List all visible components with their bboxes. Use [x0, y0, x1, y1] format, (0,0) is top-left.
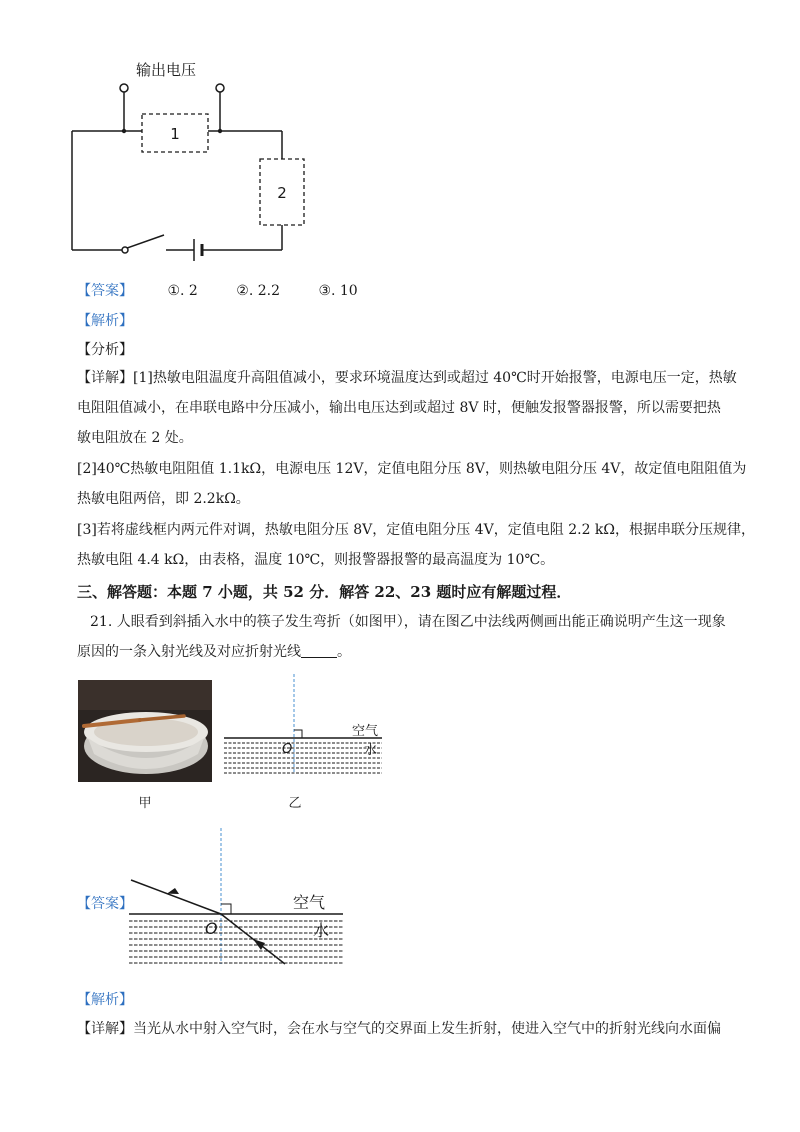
air-label: 空气: [352, 724, 379, 739]
jiexi-tag-2: 【解析】: [77, 992, 133, 1008]
answer-tag: 【答案】: [77, 283, 133, 299]
water-hatching-answer: [129, 921, 343, 963]
question-21-text: 原因的一条入射光线及对应折射光线: [77, 644, 301, 660]
origin-label-answer: O: [205, 919, 218, 938]
question-21-end: 。: [337, 644, 351, 660]
box-2-label: 2: [277, 184, 287, 202]
answer-blank: [301, 643, 337, 658]
refracted-ray: [131, 880, 221, 914]
refracted-ray-arrow: [167, 888, 179, 894]
answer-row-1: [77, 281, 392, 301]
circuit-diagram: [60, 55, 320, 265]
detail-line-6: [3]若将虚线框内两元件对调，热敏电阻分压 8V，定值电阻分压 4V，定值电阻 2.2 kΩ，根据串联分压规律，: [77, 522, 756, 538]
figure-yi-interface: [222, 672, 382, 782]
detail-tag-2: 【详解】: [77, 1021, 133, 1037]
answer-item-2: ②. 2.2: [236, 283, 280, 299]
question-21-line-1: 21. 人眼看到斜插入水中的筷子发生弯折（如图甲），请在图乙中法线两侧画出能正确说明产生这一现象: [90, 614, 726, 630]
switch: [127, 235, 164, 248]
detail-line-5: 热敏电阻两倍，即 2.2kΩ。: [77, 491, 250, 507]
caption-yi: 乙: [288, 796, 302, 811]
water-label: 水: [364, 743, 378, 758]
figure-answer-refraction: [125, 826, 345, 968]
photo-chopstick-in-bowl: [78, 680, 212, 782]
terminal-right: [216, 84, 224, 92]
origin-label: O: [282, 742, 293, 757]
detail-line-4: [2]40℃热敏电阻阻值 1.1kΩ，电源电压 12V，定值电阻分压 8V，则热敏电阻分压 4V，故定值电阻阻值为: [77, 461, 747, 477]
answer-item-1: ①. 2: [167, 283, 198, 299]
detail-line-1: [77, 368, 737, 388]
detail-line-7: 热敏电阻 4.4 kΩ，由表格，温度 10℃，则报警器报警的最高温度为 10℃。: [77, 552, 555, 568]
fenxi-tag: 【分析】: [77, 342, 133, 358]
air-label-answer: 空气: [293, 893, 326, 912]
terminal-left: [120, 84, 128, 92]
water-label-answer: 水: [313, 921, 330, 940]
output-voltage-label: 输出电压: [136, 61, 197, 79]
detail-line-final: [77, 1019, 721, 1039]
detail-text-1: [1]热敏电阻温度升高阻值减小，要求环境温度达到或超过 40℃时开始报警，电源电压一定，热敏: [133, 370, 737, 386]
water-hatching: [224, 743, 382, 773]
answer-tag-2: 【答案】: [77, 896, 133, 912]
question-21-line-2: [77, 642, 351, 662]
detail-line-2: 电阻阻值减小，在串联电路中分压减小，输出电压达到或超过 8V 时，便触发报警器报警，所以需要把热: [77, 400, 721, 416]
detail-text-final: 当光从水中射入空气时，会在水与空气的交界面上发生折射，使进入空气中的折射光线向水面偏: [133, 1021, 721, 1037]
answer-item-3: ③. 10: [318, 283, 358, 299]
caption-jia: 甲: [138, 796, 152, 811]
section-heading: 三、解答题：本题 7 小题，共 52 分．解答 22、23 题时应有解题过程．: [77, 583, 572, 601]
detail-tag: 【详解】: [77, 370, 133, 386]
detail-line-3: 敏电阻放在 2 处。: [77, 430, 193, 446]
jiexi-tag: 【解析】: [77, 313, 133, 329]
box-1-label: 1: [170, 125, 180, 143]
